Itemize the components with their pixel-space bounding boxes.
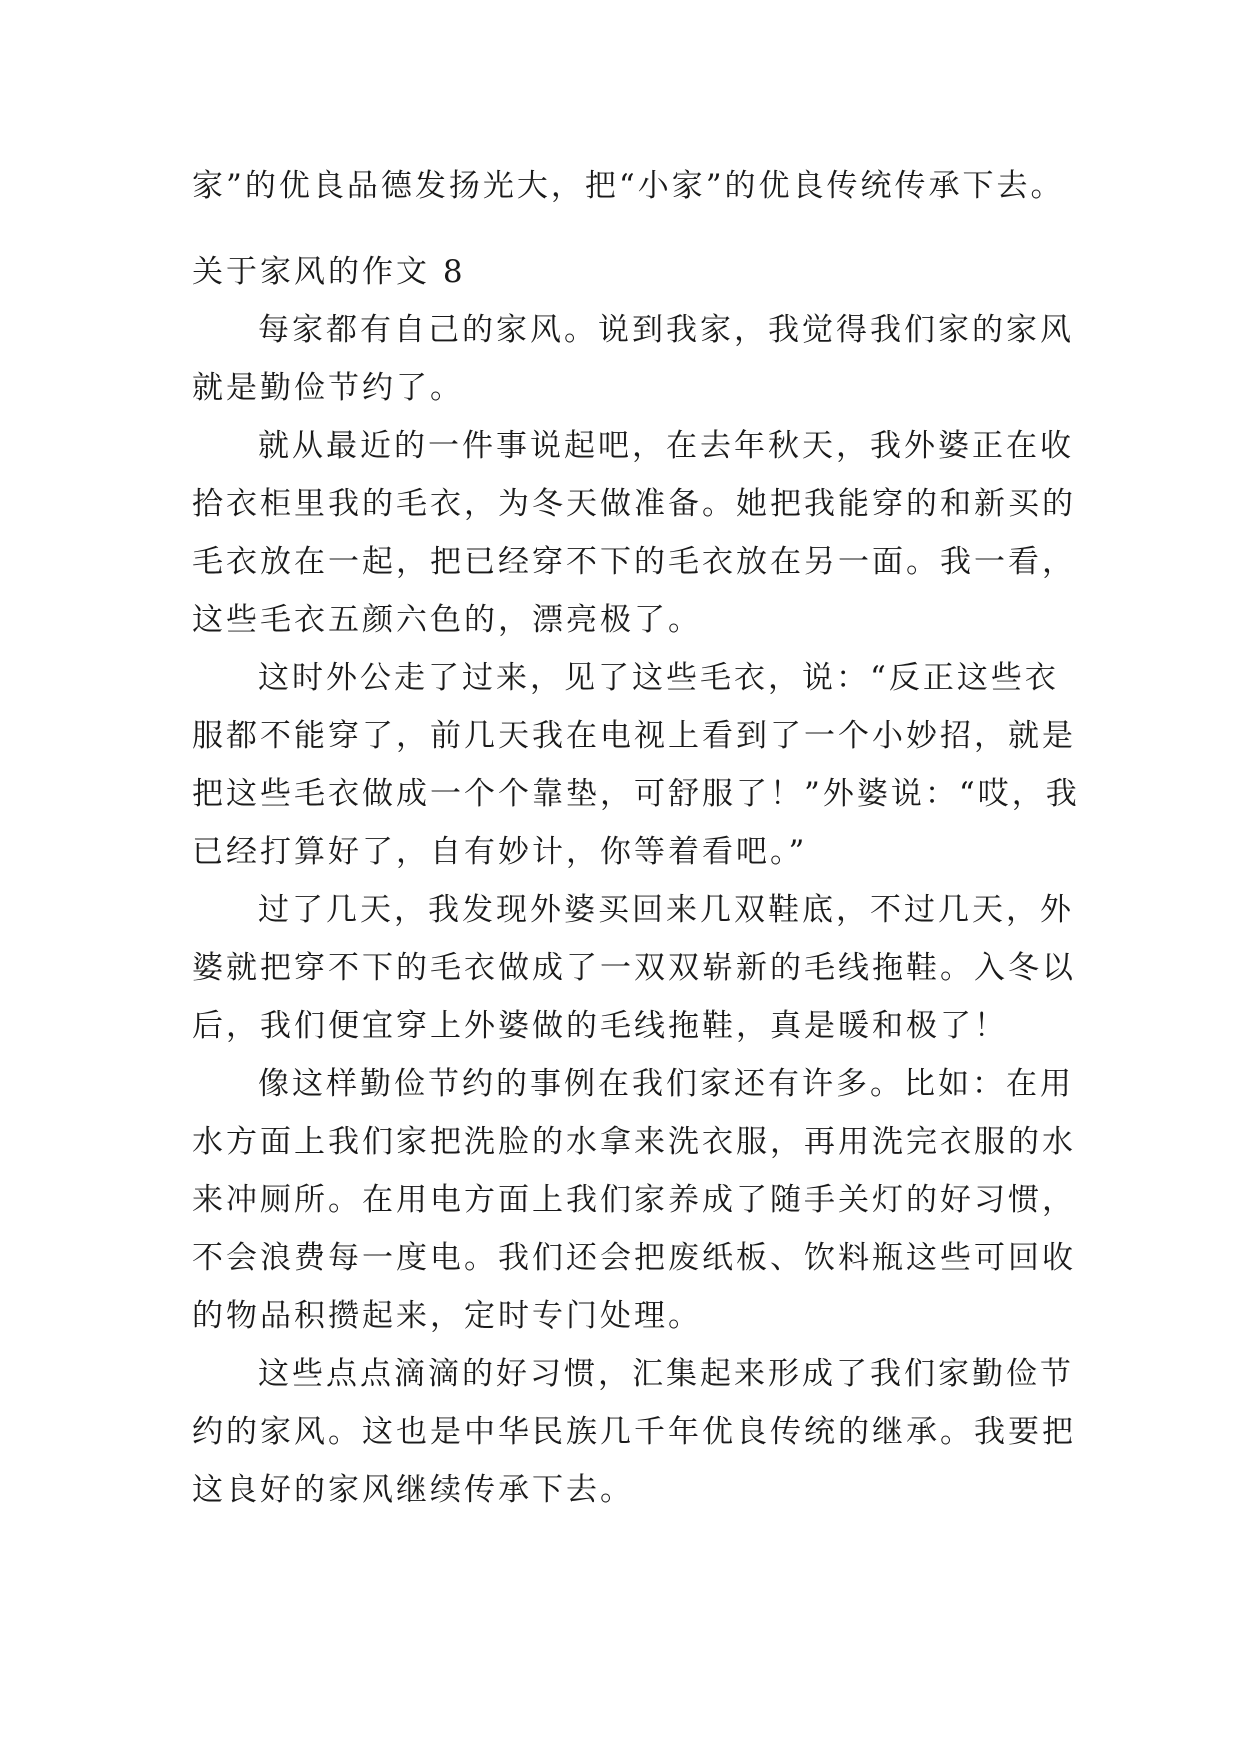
text-line: 这时外公走了过来，见了这些毛衣，说：“反正这些衣 xyxy=(258,660,1059,696)
text-line: 像这样勤俭节约的事例在我们家还有许多。比如：在用 xyxy=(258,1066,1074,1102)
text-line: 就是勤俭节约了。 xyxy=(192,370,464,406)
paragraph-3 xyxy=(192,649,1080,881)
text-line: 水方面上我们家把洗脸的水拿来洗衣服，再用洗完衣服的水 xyxy=(192,1124,1076,1160)
text-line: 毛衣放在一起，把已经穿不下的毛衣放在另一面。我一看， xyxy=(192,544,1076,580)
text-line: 已经打算好了，自有妙计，你等着看吧。” xyxy=(192,834,808,870)
paragraph-2 xyxy=(192,417,1076,649)
text-line: 来冲厕所。在用电方面上我们家养成了随手关灯的好习惯， xyxy=(192,1182,1076,1218)
text-line: 过了几天，我发现外婆买回来几双鞋底，不过几天，外 xyxy=(258,892,1074,928)
text-line: 关于家风的作文 8 xyxy=(192,254,466,290)
text-line: 这些毛衣五颜六色的，漂亮极了。 xyxy=(192,602,702,638)
essay-heading xyxy=(192,243,1052,301)
text-line: 家”的优良品德发扬光大，把“小家”的优良传统传承下去。 xyxy=(192,168,1065,204)
text-line: 约的家风。这也是中华民族几千年优良传统的继承。我要把 xyxy=(192,1414,1076,1450)
text-line: 婆就把穿不下的毛衣做成了一双双崭新的毛线拖鞋。入冬以 xyxy=(192,950,1076,986)
continuation-line xyxy=(192,157,1065,215)
paragraph-6 xyxy=(192,1345,1076,1519)
text-line: 每家都有自己的家风。说到我家，我觉得我们家的家风 xyxy=(258,312,1074,348)
text-line: 这良好的家风继续传承下去。 xyxy=(192,1472,634,1508)
text-line: 后，我们便宜穿上外婆做的毛线拖鞋，真是暖和极了！ xyxy=(192,1008,1008,1044)
paragraph-1 xyxy=(192,301,1074,417)
text-line: 拾衣柜里我的毛衣，为冬天做准备。她把我能穿的和新买的 xyxy=(192,486,1076,522)
text-line: 这些点点滴滴的好习惯，汇集起来形成了我们家勤俭节 xyxy=(258,1356,1074,1392)
text-line: 把这些毛衣做成一个个靠垫，可舒服了！”外婆说：“哎，我 xyxy=(192,776,1080,812)
text-line: 不会浪费每一度电。我们还会把废纸板、饮料瓶这些可回收 xyxy=(192,1240,1076,1276)
text-line: 服都不能穿了，前几天我在电视上看到了一个小妙招，就是 xyxy=(192,718,1076,754)
paragraph-5 xyxy=(192,1055,1076,1345)
text-line: 就从最近的一件事说起吧，在去年秋天，我外婆正在收 xyxy=(258,428,1074,464)
paragraph-4 xyxy=(192,881,1076,1055)
text-line: 的物品积攒起来，定时专门处理。 xyxy=(192,1298,702,1334)
